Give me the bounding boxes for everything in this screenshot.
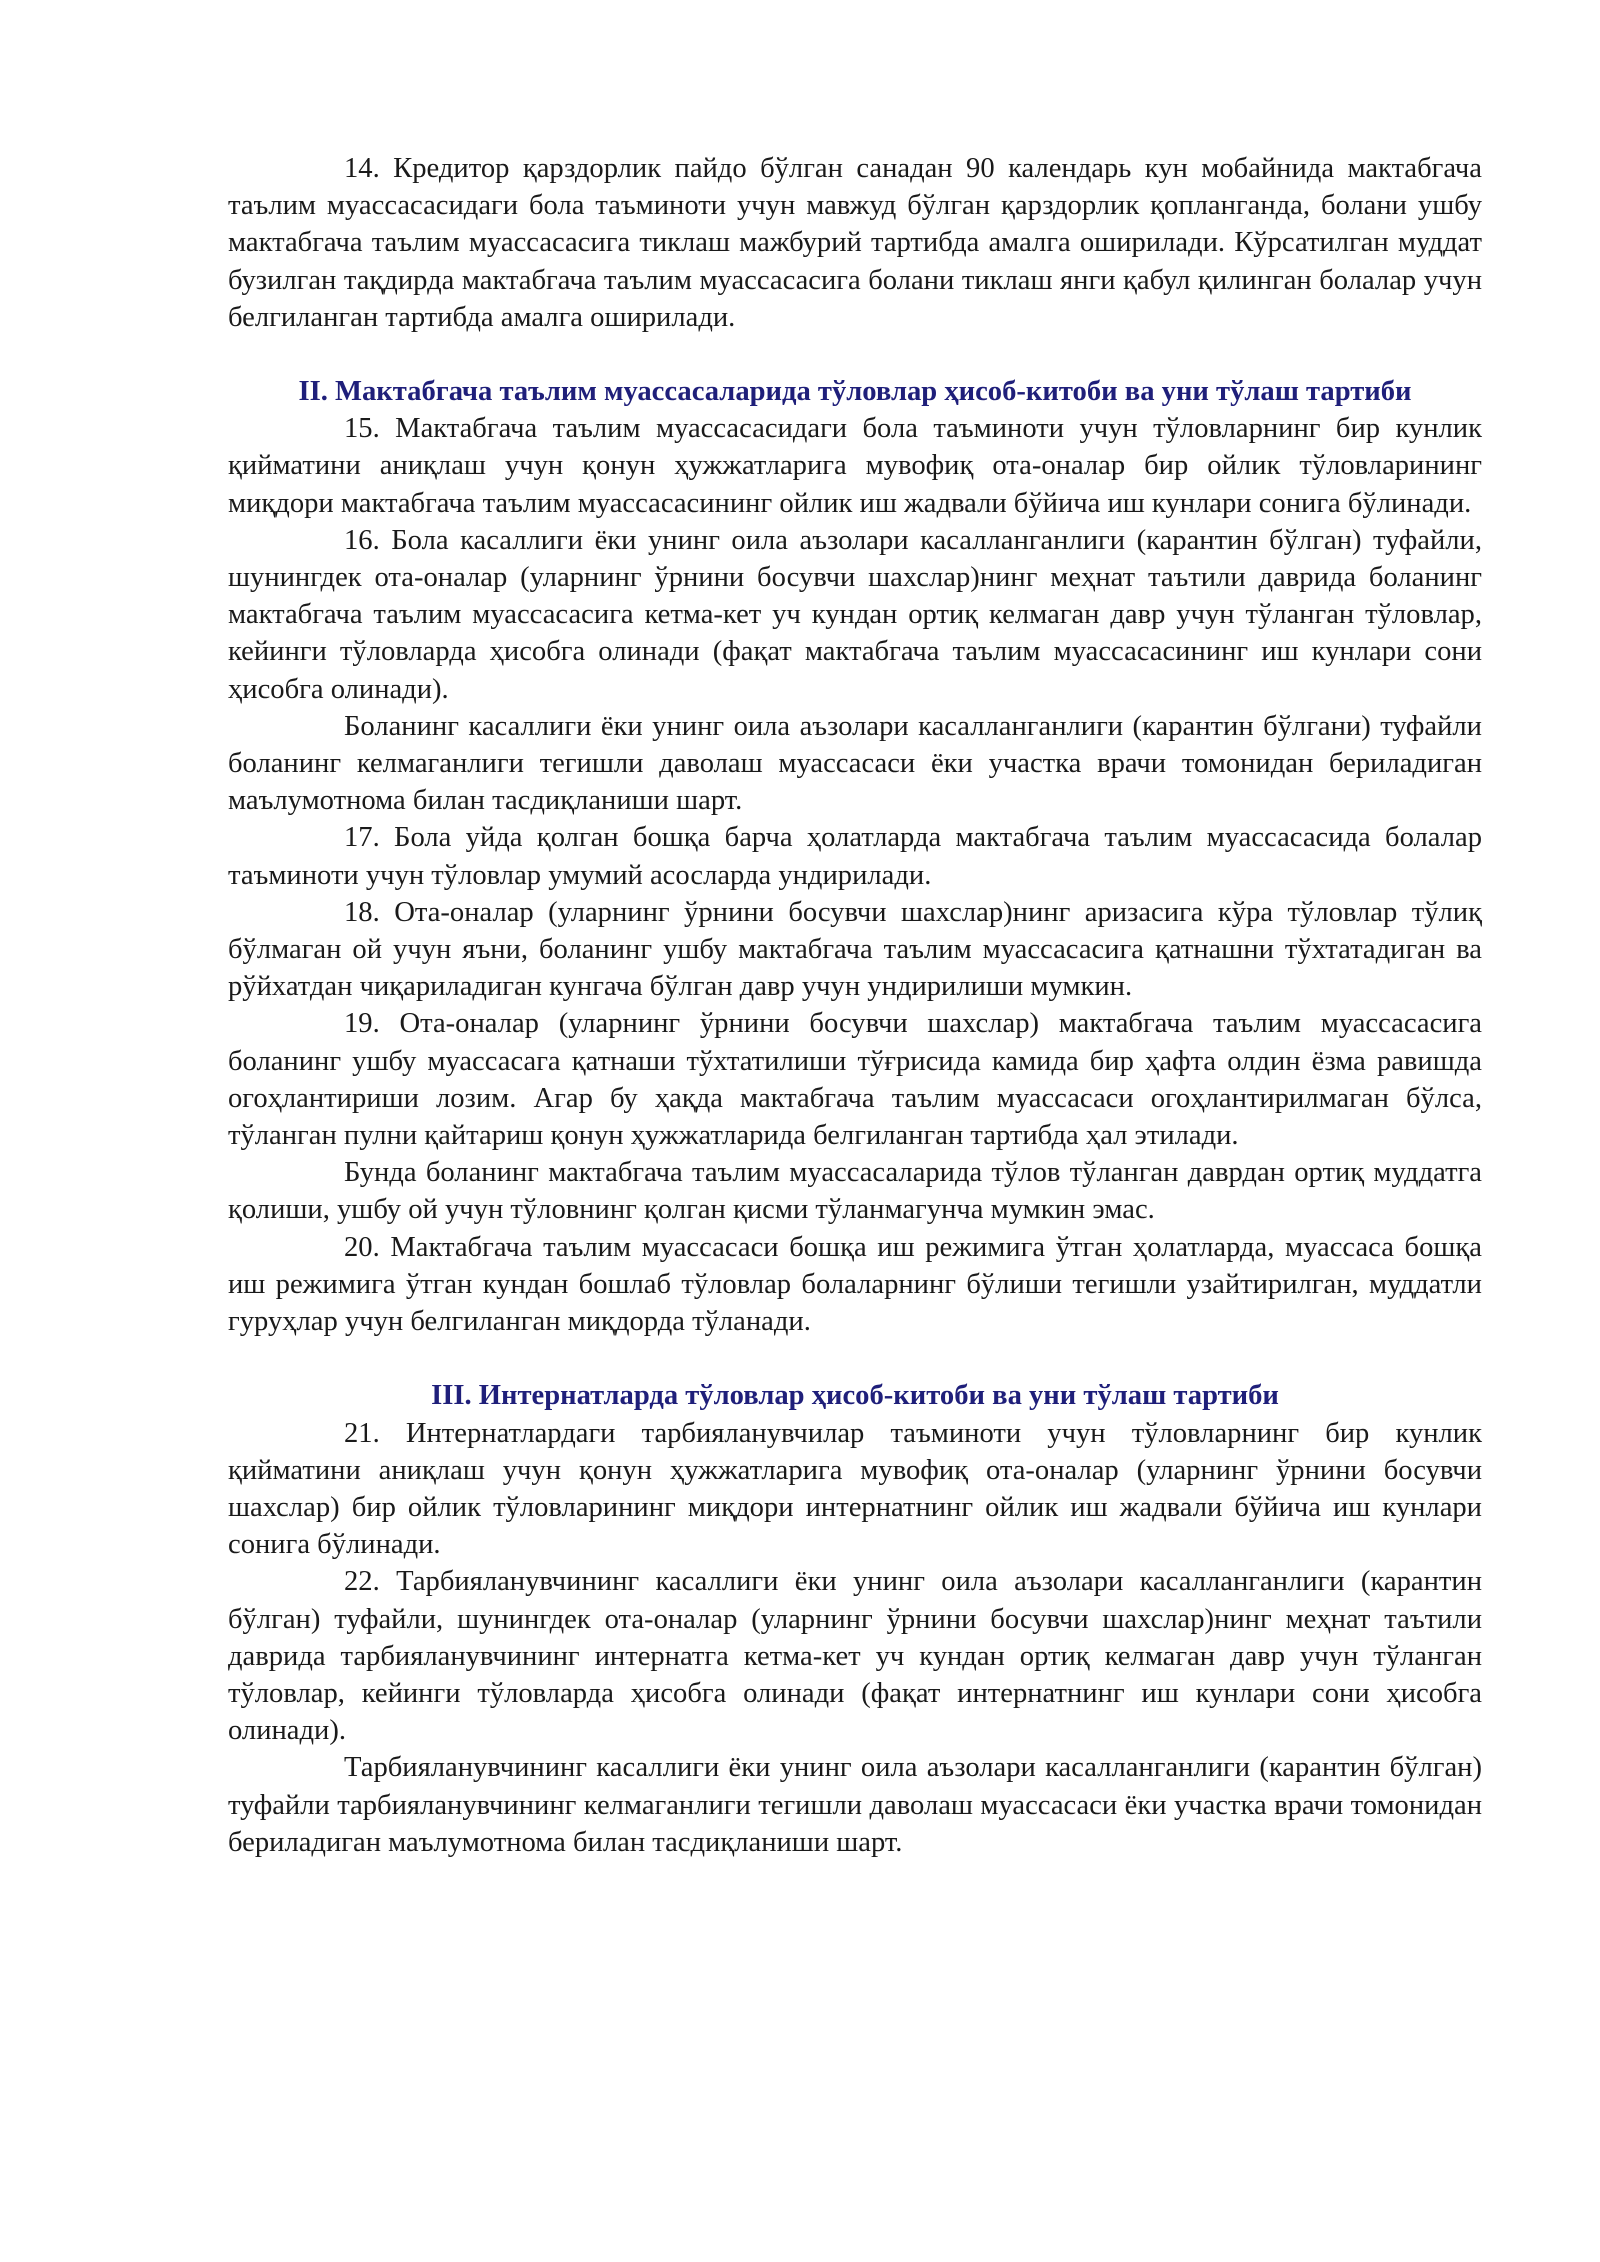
paragraph-19: 19. Ота-оналар (уларнинг ўрнини босувчи шахслар) мактабгача таълим муассасасига боланинг ушбу муассасага қатнаши тўхтатилиши тўғрисида камида бир ҳафта олдин ёзма равишда огоҳлантириши лозим. Агар бу ҳақда мактабгача таълим муассасаси огоҳлантирилмаган бўлса, тўланган пулни қайтариш қонун ҳужжатларида белгиланган тартибда ҳал этилади. xyxy=(228,1008,1482,1152)
paragraph-16: 16. Бола касаллиги ёки унинг оила аъзолари касалланганлиги (карантин бўлган) туфайли, шунингдек ота-оналар (уларнинг ўрнини босувчи шахслар)нинг меҳнат таътили даврида боланинг мактабгача таълим муассасасига кетма-кет уч кундан ортиқ келмаган давр учун тўланган тўловлар, кейинги тўловларда ҳисобга олинади (фақат мактабгача таълим муассасасининг иш кунлари сони ҳисобга олинади). xyxy=(228,524,1482,705)
section-gap xyxy=(228,1340,1482,1377)
paragraph-18: 18. Ота-оналар (уларнинг ўрнини босувчи шахслар)нинг аризасига кўра тўловлар тўлиқ бўлмаган ой учун яъни, боланинг ушбу мактабгача таълим муассасасига қатнашни тўхтатадиган ва рўйхатдан чиқариладиган кунгача бўлган давр учун ундирилиши мумкин. xyxy=(228,896,1482,1003)
paragraph-20: 20. Мактабгача таълим муассасаси бошқа иш режимига ўтган ҳолатларда, муассаса бошқа иш режимига ўтган кундан бошлаб тўловлар болаларнинг бўлиши тегишли узайтирилган, муддатли гуруҳлар учун белгиланган миқдорда тўланади. xyxy=(228,1231,1482,1338)
paragraph-21: 21. Интернатлардаги тарбияланувчилар таъминоти учун тўловларнинг бир кунлик қийматини аниқлаш учун қонун ҳужжатларига мувофиқ ота-оналар (уларнинг ўрнини босувчи шахслар) бир ойлик тўловларининг миқдори интернатнинг ойлик иш жадвали бўйича иш кунлари сонига бўлинади. xyxy=(228,1417,1482,1561)
paragraph-19-continued: Бунда боланинг мактабгача таълим муассасаларида тўлов тўланган даврдан ортиқ муддатга қолиши, ушбу ой учун тўловнинг қолган қисми тўланмагунча мумкин эмас. xyxy=(228,1157,1482,1226)
section-3-heading: III. Интернатларда тўловлар ҳисоб-китоби ва уни тўлаш тартиби xyxy=(431,1380,1279,1412)
paragraph-14: 14. Кредитор қарздорлик пайдо бўлган санадан 90 календарь кун мобайнида мактабгача таълим муассасасидаги бола таъминоти учун мавжуд бўлган қарздорлик қопланганда, болани ушбу мактабгача таълим муассасасига тиклаш мажбурий тартибда амалга оширилади. Кўрсатилган муддат бузилган тақдирда мактабгача таълим муассасасига болани тиклаш янги қабул қилинган болалар учун белгиланган тартибда амалга оширилади. xyxy=(228,153,1482,333)
paragraph-15: 15. Мактабгача таълим муассасасидаги бола таъминоти учун тўловларнинг бир кунлик қийматини аниқлаш учун қонун ҳужжатларига мувофиқ ота-оналар бир ойлик тўловларининг миқдори мактабгача таълим муассасасининг ойлик иш жадвали бўйича иш кунлари сонига бўлинади. xyxy=(228,413,1482,519)
section-2-heading: II. Мактабгача таълим муассасаларида тўловлар ҳисоб-китоби ва уни тўлаш тартиби xyxy=(298,376,1412,408)
paragraph-17: 17. Бола уйда қолган бошқа барча ҳолатларда мактабгача таълим муассасасида болалар таъминоти учун тўловлар умумий асосларда ундирилади. xyxy=(228,822,1482,891)
document-page xyxy=(228,150,1482,1861)
paragraph-16-continued: Боланинг касаллиги ёки унинг оила аъзолари касалланганлиги (карантин бўлгани) туфайли боланинг келмаганлиги тегишли даволаш муассасаси ёки участка врачи томонидан бериладиган маълумотнома билан тасдиқланиши шарт. xyxy=(228,710,1482,817)
paragraph-22: 22. Тарбияланувчининг касаллиги ёки унинг оила аъзолари касалланганлиги (карантин бўлган) туфайли, шунингдек ота-оналар (уларнинг ўрнини босувчи шахслар)нинг меҳнат таътили даврида тарбияланувчининг интернатга кетма-кет уч кундан ортиқ келмаган давр учун тўланган тўловлар, кейинги тўловларда ҳисобга олинади (фақат интернатнинг иш кунлари сони ҳисобга олинади). xyxy=(228,1566,1482,1747)
paragraph-22-continued: Тарбияланувчининг касаллиги ёки унинг оила аъзолари касалланганлиги (карантин бўлган) туфайли тарбияланувчининг келмаганлиги тегишли даволаш муассасаси ёки участка врачи томонидан бериладиган маълумотнома билан тасдиқланиши шарт. xyxy=(228,1752,1482,1858)
section-gap xyxy=(228,336,1482,373)
